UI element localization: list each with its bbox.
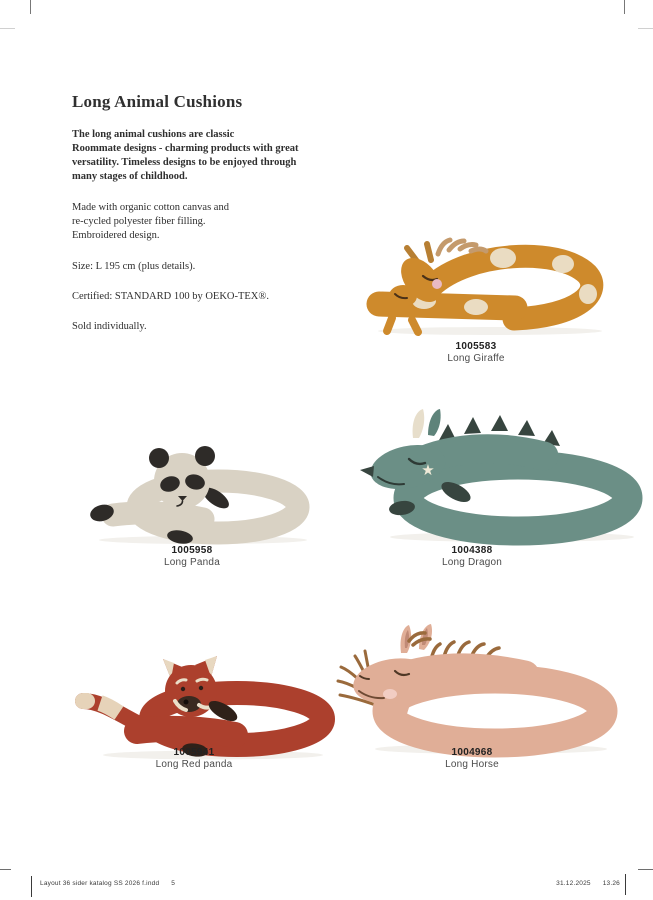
product-photo-long-dragon: [352, 404, 644, 546]
footer-datetime: [556, 880, 620, 887]
crop-mark-bottom-left-horizontal: [0, 869, 11, 870]
materials-paragraph: [72, 201, 327, 244]
product-sku: 1005958: [171, 545, 213, 556]
product-name: Long Red panda: [155, 759, 233, 770]
giraffe-cushion-illustration: [362, 234, 620, 338]
product-caption-panda: [107, 545, 277, 569]
product-caption-dragon: [387, 545, 557, 569]
star-embroidery-icon: ★: [421, 463, 435, 479]
dragon-cushion-illustration: [352, 404, 644, 546]
product-caption-horse: [387, 747, 557, 771]
product-photo-long-giraffe: [362, 234, 620, 338]
product-sku: 1005583: [455, 341, 497, 352]
slug-bar-left: [31, 876, 32, 897]
slug-bar-right: [625, 874, 626, 895]
intro-line: versatility. Timeless designs to be enjoyed through: [72, 157, 297, 169]
product-sku: 1005941: [173, 747, 215, 758]
certified-text: Certified: STANDARD 100 by OEKO-TEX®.: [72, 290, 269, 302]
materials-line: re-cycled polyester fiber filling.: [72, 216, 206, 228]
size-text: Size: L 195 cm (plus details).: [72, 260, 196, 272]
product-photo-long-panda: [85, 441, 320, 547]
product-name: Long Panda: [164, 557, 220, 568]
product-caption-red-panda: [109, 747, 279, 771]
intro-paragraph: [72, 128, 327, 185]
panda-cushion-illustration: [85, 441, 320, 547]
description-column: [72, 92, 327, 351]
footer-date: 31.12.2025: [556, 880, 591, 887]
product-sku: 1004388: [451, 545, 493, 556]
page-title: Long Animal Cushions: [72, 92, 243, 111]
crop-mark-top-right-vertical: [624, 0, 625, 14]
product-photo-long-horse: [333, 621, 620, 758]
product-name: Long Horse: [445, 759, 499, 770]
product-sku: 1004968: [451, 747, 493, 758]
materials-line: Made with organic cotton canvas and: [72, 201, 229, 213]
intro-line: The long animal cushions are classic: [72, 128, 235, 140]
sold-text: Sold individually.: [72, 321, 147, 333]
crop-mark-top-left-horizontal: [0, 28, 15, 29]
horse-cushion-illustration: [333, 621, 620, 758]
footer-time: 13.26: [602, 880, 620, 887]
footer-document-info: [40, 880, 175, 887]
product-name: Long Giraffe: [447, 353, 505, 364]
crop-mark-top-right-horizontal: [638, 28, 653, 29]
product-name: Long Dragon: [441, 557, 503, 568]
crop-mark-bottom-right-horizontal: [638, 869, 653, 870]
crop-mark-top-left-vertical: [30, 0, 31, 14]
footer-document-name: Layout 36 sider katalog SS 2026 f.indd: [40, 880, 160, 887]
footer-page-number: 5: [171, 880, 176, 887]
intro-line: many stages of childhood.: [72, 171, 188, 183]
materials-line: Embroidered design.: [72, 230, 160, 242]
intro-line: Roommate designs - charming products with great: [72, 142, 299, 154]
product-caption-giraffe: [391, 341, 561, 365]
